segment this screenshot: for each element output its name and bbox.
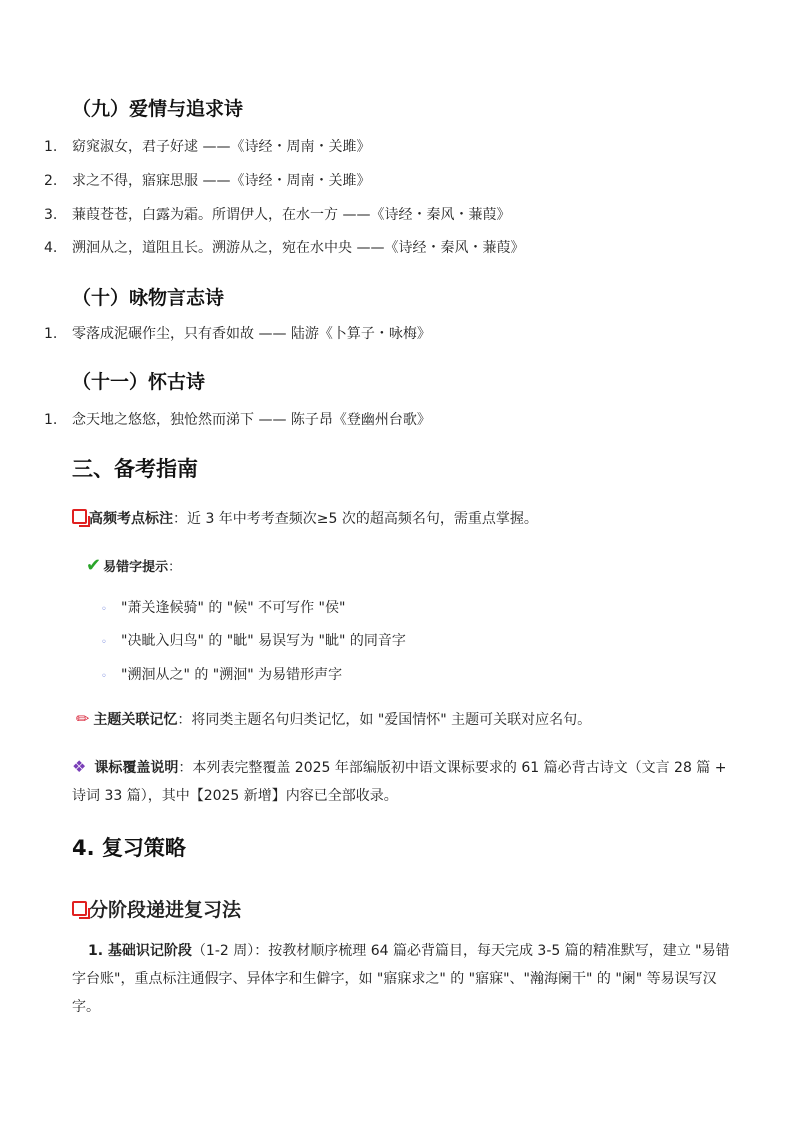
- note-text: ：将同类主题名句归类记忆，如 "爱国情怀" 主题可关联对应名句。: [177, 712, 592, 728]
- tips-colon: ：: [168, 560, 182, 575]
- item-number: 4.: [44, 240, 58, 256]
- item-text: 求之不得，寤寐思服 ——《诗经・周南・关雎》: [72, 173, 371, 189]
- item-text: 零落成泥碾作尘，只有香如故 —— 陆游《卜算子・咏梅》: [72, 326, 431, 342]
- item-number: 3.: [44, 207, 58, 223]
- tips-label: 易错字提示: [103, 560, 169, 575]
- section-heading-history: （十一）怀古诗: [72, 371, 206, 393]
- section-heading-objects: （十）咏物言志诗: [72, 287, 225, 309]
- step-text: （1-2 周）：按教材顺序梳理 64 篇必背篇目，每天完成 3-5 篇的精准默写，建立 "易错字台账"，重点标注通假字、异体字和生僻字，如 "寤寐求之" 的 "寤寐"、"瀚海阑干" 的 "阑" 等易误写汉字。: [72, 943, 730, 1015]
- item-text: 念天地之悠悠，独怆然而涕下 —— 陈子昂《登幽州台歌》: [72, 412, 431, 428]
- list-item: [44, 204, 510, 224]
- checkmark-icon: ✔: [86, 555, 102, 576]
- section-heading-guide: 三、备考指南: [72, 457, 198, 481]
- circle-bullet-icon: ◦: [101, 604, 107, 615]
- circle-bullet-icon: ◦: [101, 671, 107, 682]
- section-heading-review: 4. 复习策略: [72, 836, 186, 860]
- item-text: 蒹葭苍苍，白露为霜。所谓伊人，在水一方 ——《诗经・秦风・蒹葭》: [72, 207, 511, 223]
- tip-text: "决眦入归鸟" 的 "眦" 易误写为 "眦" 的同音字: [121, 633, 406, 649]
- subheading-text: 分阶段递进复习法: [89, 899, 242, 921]
- note-label: 课标覆盖说明: [94, 760, 179, 776]
- item-number: 1.: [44, 326, 58, 342]
- note-label: 主题关联记忆: [93, 712, 178, 728]
- note-text: ：近 3 年中考考查频次≥5 次的超高频名句，需重点掌握。: [173, 511, 538, 527]
- section-heading-love: （九）爱情与追求诗: [72, 98, 244, 120]
- theme-association-note: [76, 709, 591, 729]
- list-item: [44, 323, 431, 343]
- list-item: [44, 136, 370, 156]
- typo-tip-item: [101, 664, 342, 684]
- item-number: 1.: [44, 139, 58, 155]
- staged-review-heading: [72, 895, 241, 922]
- item-text: 窈窕淑女，君子好逑 ——《诗经・周南・关雎》: [72, 139, 371, 155]
- curriculum-coverage-note: [72, 753, 728, 810]
- tip-text: "萧关逢候骑" 的 "候" 不可写作 "侯": [121, 600, 346, 616]
- item-text: 溯洄从之，道阻且长。溯游从之，宛在水中央 ——《诗经・秦风・蒹葭》: [72, 240, 525, 256]
- pencil-icon: ✏: [76, 709, 90, 728]
- list-item: [44, 409, 431, 429]
- circle-bullet-icon: ◦: [101, 637, 107, 648]
- list-item: [44, 237, 524, 257]
- note-label: 高频考点标注: [89, 511, 173, 527]
- review-step-paragraph: [72, 937, 732, 1021]
- typo-tips-heading: [86, 555, 181, 576]
- high-frequency-note: [72, 508, 538, 528]
- list-item: [44, 170, 370, 190]
- typo-tip-item: [101, 597, 345, 617]
- checkbox-icon: [72, 509, 87, 524]
- typo-tip-item: [101, 630, 406, 650]
- step-label: 1. 基础识记阶段: [88, 943, 192, 959]
- item-number: 2.: [44, 173, 58, 189]
- checkbox-icon: [72, 901, 87, 916]
- note-text: ：本列表完整覆盖 2025 年部编版初中语文课标要求的 61 篇必背古诗文（文言 28 篇 + 诗词 33 篇），其中【2025 新增】内容已全部收录。: [72, 760, 727, 804]
- tip-text: "溯洄从之" 的 "溯洄" 为易错形声字: [121, 667, 343, 683]
- item-number: 1.: [44, 412, 58, 428]
- diamond-icon: ❖: [72, 757, 87, 776]
